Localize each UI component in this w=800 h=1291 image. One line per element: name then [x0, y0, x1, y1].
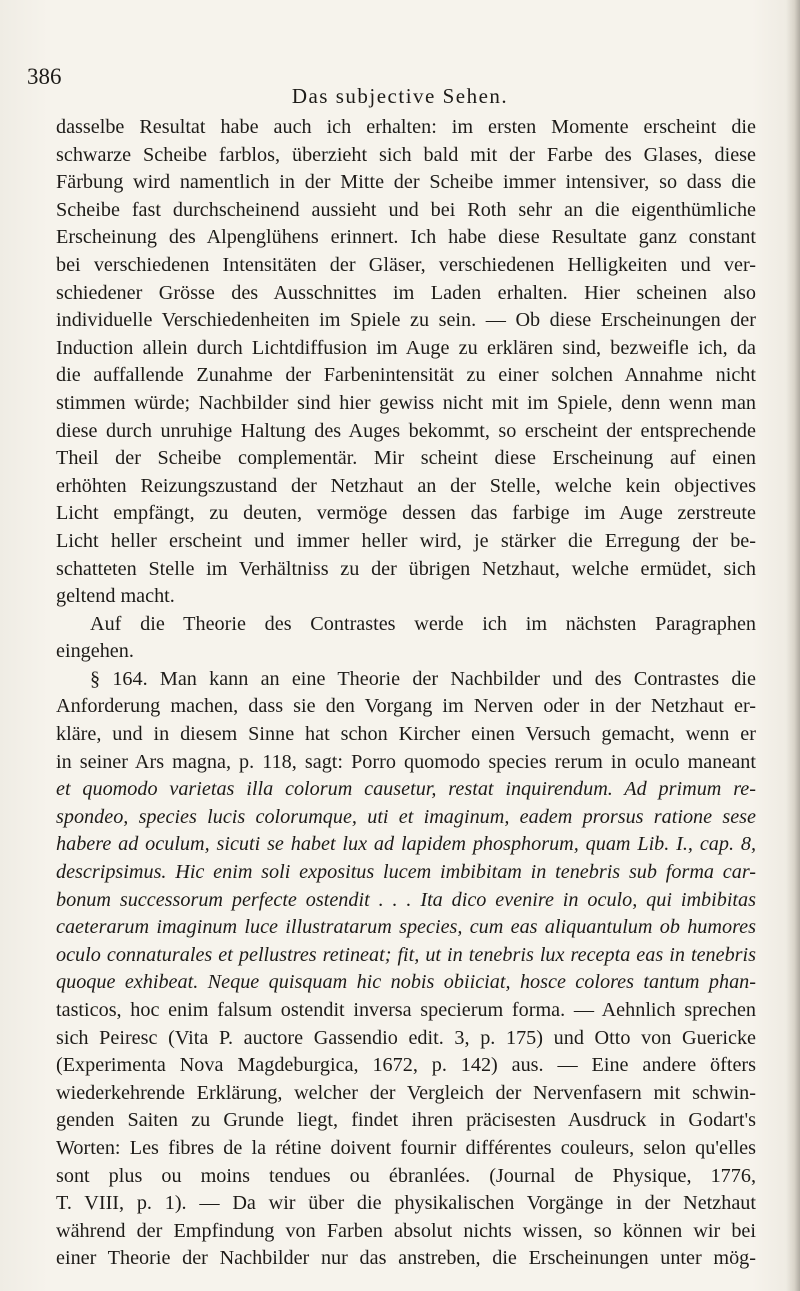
text-line: Anforderung machen, dass sie den Vorgang im Nerven oder in der Netzhaut er- [56, 695, 756, 718]
text-line: dasselbe Resultat habe auch ich erhalten: im ersten Momente erscheint die [56, 116, 756, 138]
text-line: bei verschiedenen Intensitäten der Gläser, verschiedenen Helligkeiten und ver- [56, 253, 756, 276]
text-line: Erscheinung des Alpenglühens erinnert. Ich habe diese Resultate ganz constant [56, 226, 756, 249]
text-line: individuelle Verschiedenheiten im Spiele zu sein. — Ob diese Erscheinungen der [56, 309, 756, 332]
text-line: Färbung wird namentlich in der Mitte der Scheibe immer intensiver, so dass die [56, 171, 756, 194]
text-line: tasticos, hoc enim falsum ostendit inversa specierum forma. — Aehnlich sprechen [56, 999, 756, 1021]
latin-quote-line: bonum successorum perfecte ostendit . . . Ita dico evenire in oculo, qui imbibitas [56, 888, 756, 911]
latin-quote-line: habere ad oculum, sicuti se habet lux ad lapidem phosphorum, quam Lib. I., cap. 8, [56, 833, 756, 856]
latin-quote-line: quoque exhibeat. Neque quisquam hic nobis obiiciat, hosce colores tantum phan- [56, 971, 756, 994]
paragraph-start-line: Auf die Theorie des Contrastes werde ich im nächsten Paragraphen [90, 612, 756, 635]
text-line: sont plus ou moins tendues ou ébranlées. (Journal de Physique, 1776, [56, 1164, 756, 1187]
text-line: T. VIII, p. 1). — Da wir über die physikalischen Vorgänge in der Netzhaut [56, 1192, 756, 1215]
text-line: Licht empfängt, zu deuten, vermöge dessen das farbige im Auge zerstreute [56, 502, 756, 525]
text-line: in seiner Ars magna, p. 118, sagt: Porro quomodo species rerum in oculo maneant [56, 750, 756, 773]
text-line: Licht heller erscheint und immer heller wird, je stärker die Erregung der be- [56, 529, 756, 552]
page-edge-shadow [786, 0, 800, 1291]
body-text [56, 114, 756, 1273]
text-line: wiederkehrende Erklärung, welcher der Vergleich der Nervenfasern mit schwin- [56, 1081, 756, 1104]
text-line: stimmen würde; Nachbilder sind hier gewiss nicht mit im Spiele, denn wenn man [56, 391, 756, 414]
latin-quote-line: spondeo, species lucis colorumque, uti et imaginum, eadem prorsus ratione sese [56, 805, 756, 828]
latin-quote-line: descripsimus. Hic enim soli expositus lucem imbibitam in tenebris sub forma car- [56, 861, 756, 884]
latin-quote-line: et quomodo varietas illa colorum causetur, restat inquirendum. Ad primum re- [56, 778, 756, 801]
latin-quote-line: caeterarum imaginum luce illustratarum species, cum eas aliquantulum ob humores [56, 916, 756, 939]
text-line: Worten: Les fibres de la rétine doivent fournir différentes couleurs, selon qu'elles [56, 1136, 756, 1159]
text-line: Theil der Scheibe complementär. Mir scheint diese Erscheinung auf einen [56, 447, 756, 470]
text-line: schiedener Grösse des Ausschnittes im Laden erhalten. Hier scheinen also [56, 281, 756, 304]
page-number: 386 [27, 64, 62, 89]
text-line: geltend macht. [56, 585, 175, 608]
text-line: eingehen. [56, 640, 134, 663]
text-line: die auffallende Zunahme der Farbenintensität zu einer solchen Annahme nicht [56, 364, 756, 387]
text-line: sich Peiresc (Vita P. auctore Gassendio edit. 3, p. 175) und Otto von Guericke [56, 1026, 756, 1049]
text-line: (Experimenta Nova Magdeburgica, 1672, p. 142) aus. — Eine andere öfters [56, 1054, 756, 1077]
text-line: erhöhten Reizungszustand der Netzhaut an der Stelle, welche kein objectives [56, 474, 756, 497]
text-line: während der Empfindung von Farben absolut nichts wissen, so können wir bei [56, 1219, 756, 1242]
text-line: Induction allein durch Lichtdiffusion im Auge zu erklären sind, bezweifle ich, da [56, 336, 756, 359]
text-line: genden Saiten zu Grunde liegt, findet ihren präcisesten Ausdruck in Godart's [56, 1109, 756, 1132]
text-line: diese durch unruhige Haltung des Auges bekommt, so erscheint der entsprechende [56, 419, 756, 442]
text-line: einer Theorie der Nachbilder nur das anstreben, die Erscheinungen unter mög- [56, 1247, 756, 1270]
section-start-line: § 164. Man kann an eine Theorie der Nachbilder und des Contrastes die [90, 667, 756, 690]
text-line: kläre, und in diesem Sinne hat schon Kircher einen Versuch gemacht, wenn er [56, 723, 756, 746]
latin-quote-line: oculo connaturales et pellustres retineat; fit, ut in tenebris lux recepta eas in tenebris [56, 943, 756, 966]
running-head: Das subjective Sehen. [291, 84, 509, 108]
text-line: schatteten Stelle im Verhältniss zu der übrigen Netzhaut, welche ermüdet, sich [56, 557, 756, 580]
text-line: Scheibe fast durchscheinend aussieht und bei Roth sehr an die eigenthümliche [56, 198, 756, 221]
text-line: schwarze Scheibe farblos, überzieht sich bald mit der Farbe des Glases, diese [56, 143, 756, 166]
